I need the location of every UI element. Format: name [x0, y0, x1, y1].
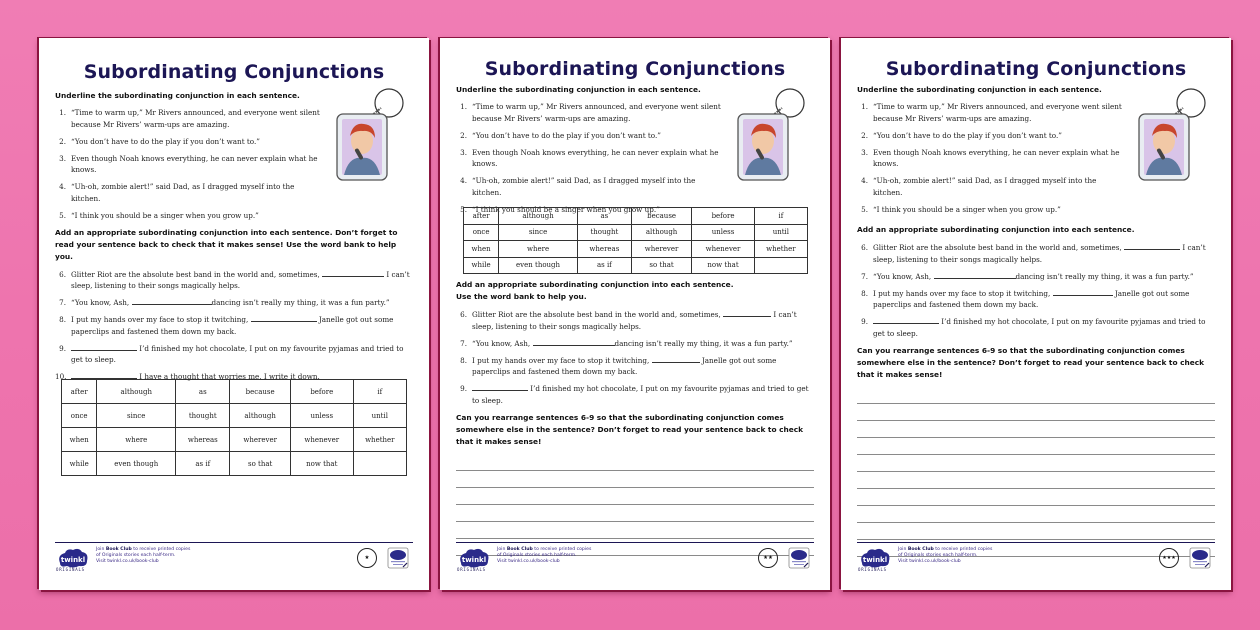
answer-blank[interactable]: [71, 343, 137, 351]
book-club-link[interactable]: Visit twinkl.co.uk/book-club: [898, 559, 961, 565]
quality-badge-icon: [1189, 547, 1211, 569]
answer-blank[interactable]: [322, 269, 384, 277]
keyring-singer-illustration: [1133, 86, 1211, 186]
page-footer: twinkl ORIGINALS Join Book Club to receive printed copies of Originals stories each half-term. Visit twinkl.co.uk/book-club ★★★: [857, 542, 1215, 576]
list-item: 5. “I think you should be a singer when you grow up.”: [861, 204, 1061, 214]
svg-text:twinkl: twinkl: [862, 556, 888, 564]
instruction-underline: Underline the subordinating conjunction in each sentence.: [456, 85, 701, 94]
writing-line[interactable]: [857, 404, 1215, 421]
writing-line[interactable]: [857, 489, 1215, 506]
writing-line[interactable]: [857, 421, 1215, 438]
answer-blank[interactable]: [1124, 242, 1180, 250]
fill-blank-list: [841, 242, 1231, 339]
list-item: 1. “Time to warm up,” Mr Rivers announced, and everyone went silent because Mr Rivers’ warm-ups are amazing.: [861, 102, 1122, 123]
instruction-add-conjunction: Add an appropriate subordinating conjunction into each sentence.: [456, 280, 734, 289]
book-club-link[interactable]: Visit twinkl.co.uk/book-club: [96, 559, 159, 565]
writing-lines[interactable]: [440, 454, 830, 556]
list-item: 6. Glitter Riot are the absolute best band in the world and, sometimes, I can’t sleep, listening to their songs magically helps.: [460, 310, 797, 331]
list-item: 9. I’d finished my hot chocolate, I put on my favourite pyjamas and tried to get to sleep.: [59, 343, 404, 364]
writing-line[interactable]: [857, 523, 1215, 540]
list-item: 5. “I think you should be a singer when you grow up.”: [460, 204, 660, 214]
page-footer: twinkl ORIGINALS Join Book Club to receive printed copies of Originals stories each half-term. Visit twinkl.co.uk/book-club ★★: [456, 542, 814, 576]
answer-blank[interactable]: [723, 309, 771, 317]
instruction-rearrange: Can you rearrange sentences 6-9 so that the subordinating conjunction comes somewhere else in the sentence? Don’t forget to read your sentence back to check that it makes sense!: [857, 345, 1205, 379]
worksheet-page-2: [440, 38, 830, 590]
instruction-add-conjunction: Add an appropriate subordinating conjunction into each sentence.: [857, 225, 1135, 234]
list-item: 1. “Time to warm up,” Mr Rivers announced, and everyone went silent because Mr Rivers’ warm-ups are amazing.: [59, 108, 320, 129]
book-club-text: Join Book Club to receive printed copies of Originals stories each half-term. Visit twinkl.co.uk/book-club: [898, 547, 993, 565]
writing-line[interactable]: [857, 438, 1215, 455]
writing-line[interactable]: [857, 455, 1215, 472]
underline-sentence-list: [440, 101, 740, 215]
instruction-underline: Underline the subordinating conjunction in each sentence.: [55, 91, 300, 100]
worksheet-page-3: [841, 38, 1231, 590]
underline-sentence-list: [841, 101, 1141, 215]
writing-line[interactable]: [857, 506, 1215, 523]
word-bank-table: after although as because before if once since thought although unless until when where whereas wherever whenever whether while even though as if so that now that: [463, 207, 808, 274]
list-item: 7. “You know, Ash, dancing isn’t really my thing, it was a fun party.”: [460, 338, 793, 348]
page-footer: twinkl ORIGINALS Join Book Club to receive printed copies of Originals stories each half-term. Visit twinkl.co.uk/book-club ★: [55, 542, 413, 576]
keyring-singer-illustration: [331, 86, 409, 186]
keyring-singer-illustration: [732, 86, 810, 186]
answer-blank[interactable]: [71, 371, 137, 379]
list-item: 3. Even though Noah knows everything, he can never explain what he knows.: [861, 147, 1120, 168]
instruction-underline: Underline the subordinating conjunction in each sentence.: [857, 85, 1102, 94]
list-item: 8. I put my hands over my face to stop it twitching, Janelle got out some paperclips and fastened them down my back.: [861, 288, 1190, 309]
page-title: Subordinating Conjunctions: [885, 58, 1187, 80]
list-item: 4. “Uh-oh, zombie alert!” said Dad, as I dragged myself into the kitchen.: [59, 182, 295, 203]
writing-line[interactable]: [456, 471, 814, 488]
list-item: 2. “You don’t have to do the play if you don’t want to.”: [861, 130, 1062, 140]
word-bank-table: after although as because before if once since thought although unless until when where whereas wherever whenever whether while even though as if so that now that: [61, 379, 407, 476]
list-item: 8. I put my hands over my face to stop it twitching, Janelle got out some paperclips and fastened them down my back.: [59, 315, 394, 336]
instruction-add-conjunction: Add an appropriate subordinating conjunction into each sentence. Don’t forget to read your sentence back to check that it makes sense! Use the word bank to help you.: [55, 227, 398, 261]
list-item: 3. Even though Noah knows everything, he can never explain what he knows.: [460, 147, 719, 168]
answer-blank[interactable]: [132, 297, 212, 305]
list-item: 2. “You don’t have to do the play if you don’t want to.”: [460, 130, 661, 140]
instruction-word-bank: Use the word bank to help you.: [456, 292, 587, 301]
list-item: 3. Even though Noah knows everything, he can never explain what he knows.: [59, 153, 318, 174]
writing-line[interactable]: [456, 505, 814, 522]
list-item: 6. Glitter Riot are the absolute best band in the world and, sometimes, I can’t sleep, listening to their songs magically helps.: [59, 269, 410, 290]
svg-text:twinkl: twinkl: [461, 556, 487, 564]
book-club-link[interactable]: Visit twinkl.co.uk/book-club: [497, 559, 560, 565]
writing-line[interactable]: [857, 472, 1215, 489]
list-item: 9. I’d finished my hot chocolate, I put on my favourite pyjamas and tried to get to sleep.: [861, 317, 1206, 338]
answer-blank[interactable]: [533, 338, 615, 346]
answer-blank[interactable]: [251, 314, 317, 322]
difficulty-star-icon: ★: [357, 548, 377, 568]
answer-blank[interactable]: [934, 271, 1016, 279]
worksheet-page-1: [39, 38, 429, 590]
difficulty-three-stars-icon: ★★★: [1159, 548, 1179, 568]
list-item: 7. “You know, Ash, dancing isn’t really my thing, it was a fun party.”: [59, 298, 390, 307]
list-item: 2. “You don’t have to do the play if you don’t want to.”: [59, 136, 260, 146]
list-item: 1. “Time to warm up,” Mr Rivers announced, and everyone went silent because Mr Rivers’ warm-ups are amazing.: [460, 102, 721, 123]
list-item: 5. “I think you should be a singer when you grow up.”: [59, 210, 259, 220]
writing-line[interactable]: [456, 522, 814, 539]
answer-blank[interactable]: [472, 383, 528, 391]
writing-line[interactable]: [857, 387, 1215, 404]
book-club-text: Join Book Club to receive printed copies of Originals stories each half-term. Visit twinkl.co.uk/book-club: [497, 547, 592, 565]
list-item: 8. I put my hands over my face to stop it twitching, Janelle got out some paperclips and fastened them down my back.: [460, 355, 777, 376]
writing-line[interactable]: [456, 454, 814, 471]
page-title: Subordinating Conjunctions: [83, 61, 385, 83]
answer-blank[interactable]: [652, 355, 700, 363]
fill-blank-list: [39, 269, 429, 383]
writing-line[interactable]: [456, 488, 814, 505]
list-item: 9. I’d finished my hot chocolate, I put on my favourite pyjamas and tried to get to sleep.: [460, 384, 809, 405]
writing-lines[interactable]: [841, 387, 1231, 557]
difficulty-two-stars-icon: ★★: [758, 548, 778, 568]
page-title: Subordinating Conjunctions: [484, 58, 786, 80]
list-item: 6. Glitter Riot are the absolute best band in the world and, sometimes, I can’t sleep, listening to their songs magically helps.: [861, 243, 1206, 264]
list-item: 4. “Uh-oh, zombie alert!” said Dad, as I dragged myself into the kitchen.: [460, 176, 696, 197]
svg-text:twinkl: twinkl: [60, 556, 86, 564]
book-club-text: Join Book Club to receive printed copies of Originals stories each half-term. Visit twinkl.co.uk/book-club: [96, 547, 191, 565]
answer-blank[interactable]: [873, 316, 939, 324]
answer-blank[interactable]: [1053, 288, 1113, 296]
quality-badge-icon: [387, 547, 409, 569]
instruction-rearrange: Can you rearrange sentences 6-9 so that the subordinating conjunction comes somewhere else in the sentence? Don’t forget to read your sentence back to check that it makes sense!: [456, 412, 804, 446]
list-item: 7. “You know, Ash, dancing isn’t really my thing, it was a fun party.”: [861, 271, 1194, 281]
quality-badge-icon: [788, 547, 810, 569]
fill-blank-list: [440, 309, 830, 406]
underline-sentence-list: [39, 107, 339, 221]
list-item: 10. I have a thought that worries me, I write it down.: [55, 372, 320, 381]
list-item: 4. “Uh-oh, zombie alert!” said Dad, as I dragged myself into the kitchen.: [861, 176, 1097, 197]
